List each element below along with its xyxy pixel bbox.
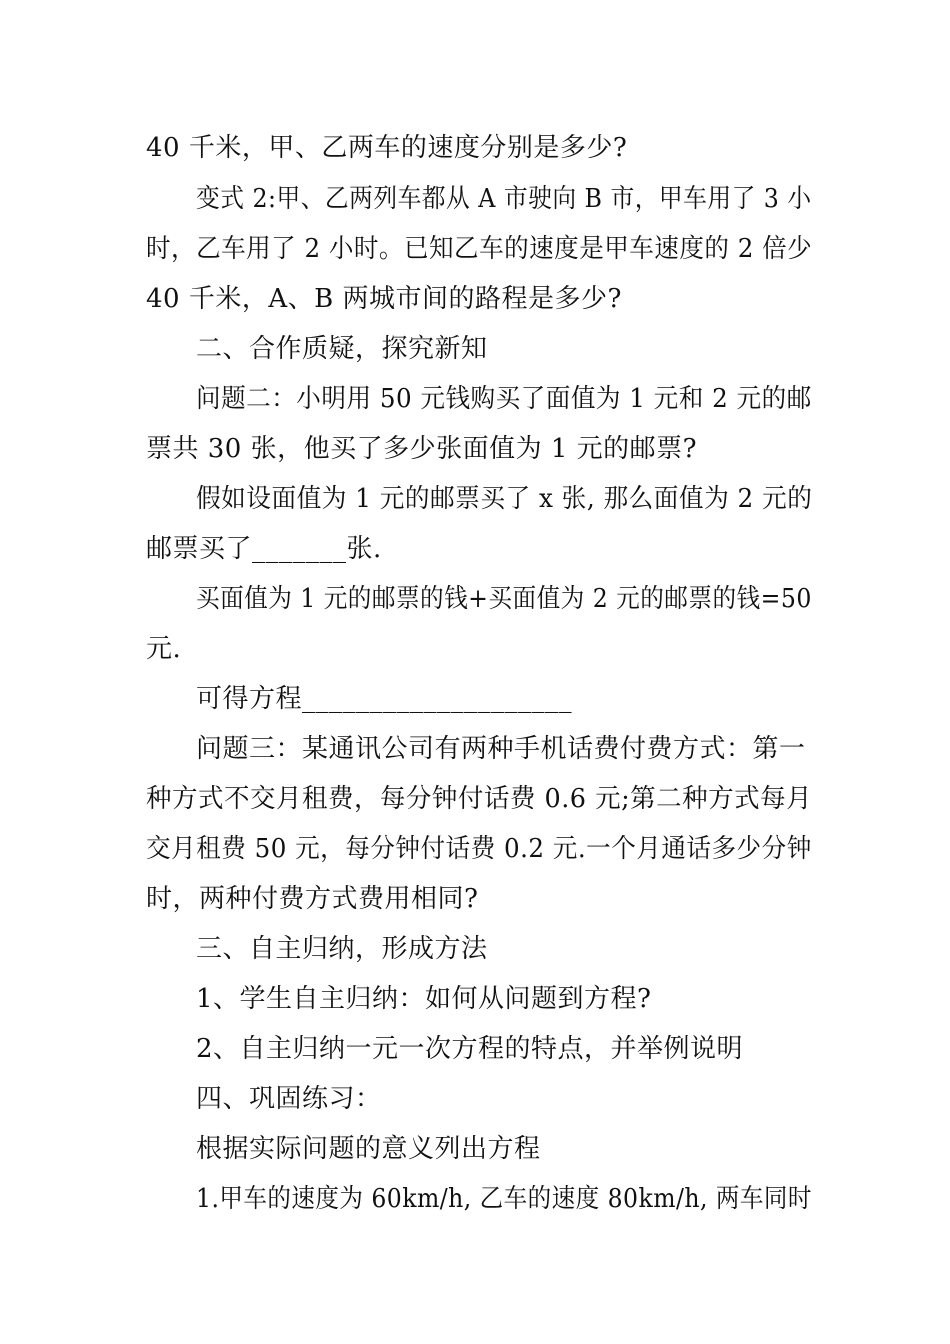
text-line: 时，两种付费方式费用相同? xyxy=(146,884,479,914)
text-line: 票共 30 张，他买了多少张面值为 1 元的邮票? xyxy=(146,434,698,464)
text-line: 时，乙车用了 2 小时。已知乙车的速度是甲车速度的 2 倍少 xyxy=(146,234,813,264)
text-line: 问题二：小明用 50 元钱购买了面值为 1 元和 2 元的邮 xyxy=(196,384,812,414)
text-line: 元. xyxy=(146,634,182,664)
text-line: 40 千米，A、B 两城市间的路程是多少? xyxy=(146,284,622,314)
text-line: 变式 2:甲、乙两列车都从 A 市驶向 B 市，甲车用了 3 小 xyxy=(196,184,812,214)
section-heading: 三、自主归纳，形成方法 xyxy=(196,934,488,964)
text-line: 1、学生自主归纳：如何从问题到方程? xyxy=(196,984,652,1014)
text-line: 1.甲车的速度为 60km/h, 乙车的速度 80km/h, 两车同时 xyxy=(196,1184,812,1214)
text-line: 根据实际问题的意义列出方程 xyxy=(196,1134,541,1164)
text-line: 40 千米，甲、乙两车的速度分别是多少? xyxy=(146,133,628,163)
text-line: 问题三：某通讯公司有两种手机话费付费方式：第一 xyxy=(196,734,806,764)
text-line: 可得方程____________________ xyxy=(196,684,573,714)
section-heading: 二、合作质疑，探究新知 xyxy=(196,334,488,364)
text-line: 2、自主归纳一元一次方程的特点，并举例说明 xyxy=(196,1034,744,1064)
text-line: 交月租费 50 元，每分钟付话费 0.2 元.一个月通话多少分钟 xyxy=(146,834,812,864)
text-line: 邮票买了_______张. xyxy=(146,534,382,564)
section-heading: 四、巩固练习： xyxy=(196,1084,382,1114)
text-line: 假如设面值为 1 元的邮票买了 x 张, 那么面值为 2 元的 xyxy=(196,484,813,514)
text-line: 种方式不交月租费，每分钟付话费 0.6 元;第二种方式每月 xyxy=(146,784,813,814)
text-line: 买面值为 1 元的邮票的钱+买面值为 2 元的邮票的钱=50 xyxy=(196,584,812,614)
